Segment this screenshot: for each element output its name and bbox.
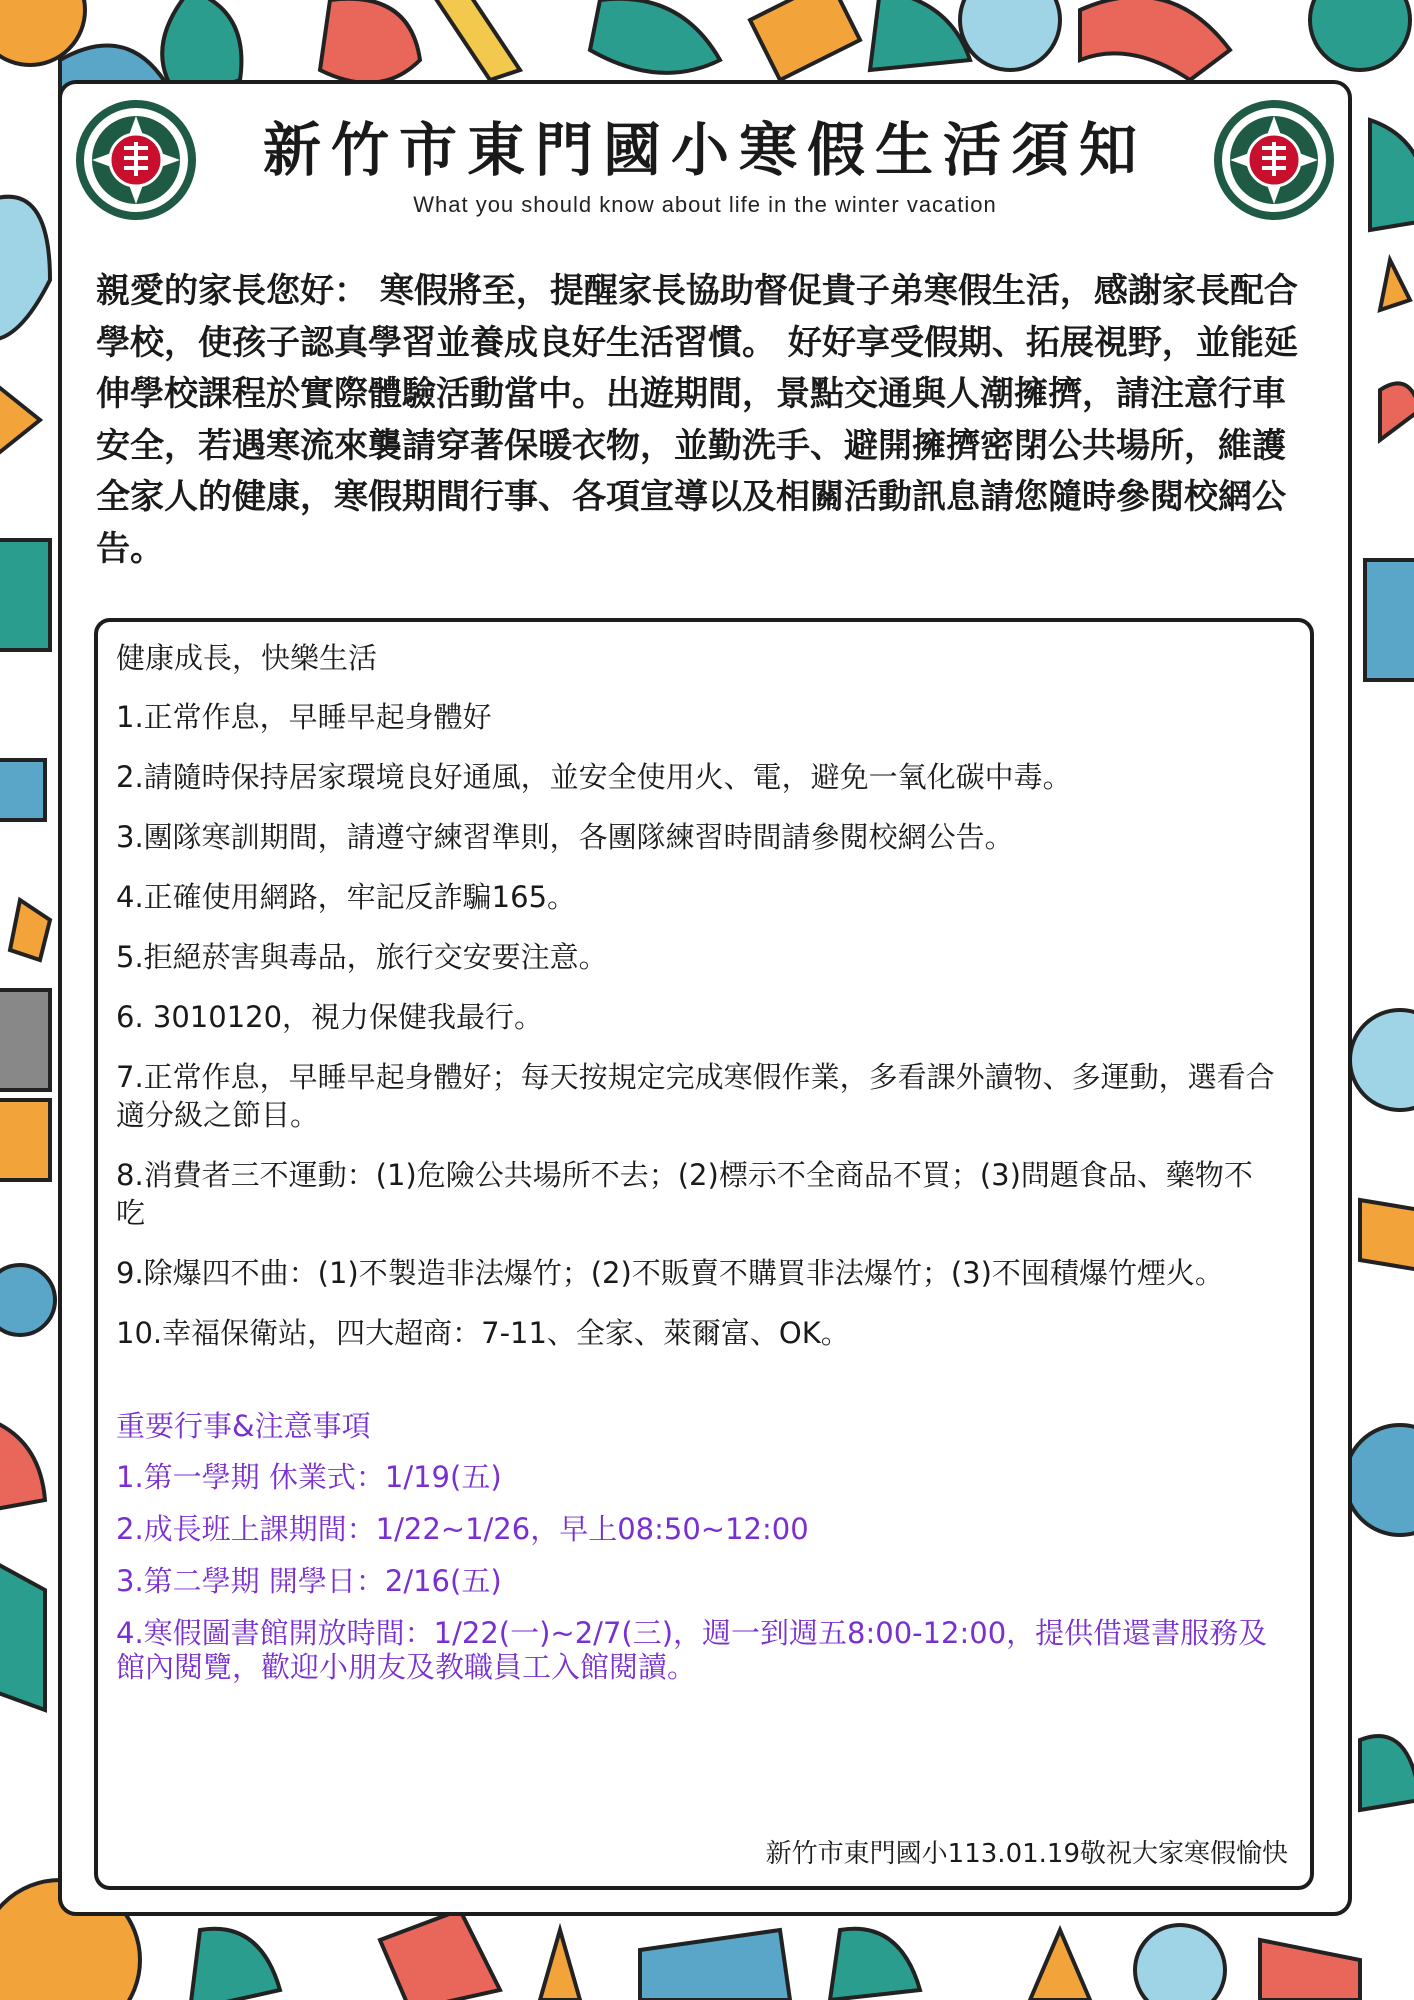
tips-list bbox=[116, 698, 1280, 1352]
list-item: 9.除爆四不曲：(1)不製造非法爆竹；(2)不販賣不購買非法爆竹；(3)不囤積爆竹煙火。 bbox=[116, 1256, 1224, 1290]
list-item: 6. 3010120，視力保健我最行。 bbox=[116, 1000, 544, 1034]
info-box-content bbox=[116, 640, 1280, 1702]
list-item: 1.第一學期 休業式：1/19(五) bbox=[116, 1460, 502, 1494]
intro-paragraph: 親愛的家長您好： 寒假將至，提醒家長協助督促貴子弟寒假生活，感謝家長配合學校，使孩子認真學習並養成良好生活習慣。 好好享受假期、拓展視野，並能延伸學校課程於實際體驗活動當中。出遊期間，景點交通與人潮擁擠，請注意行車安全，若遇寒流來襲請穿著保暖衣物，並勤洗手、避開擁擠密閉公共場所，維護全家人的健康，寒假期間行事、各項宣導以及相關活動訊息請您隨時參閱校網公告。 bbox=[96, 271, 1298, 569]
list-item: 4.正確使用網路，牢記反詐騙165。 bbox=[116, 880, 577, 914]
list-item: 10.幸福保衛站，四大超商：7-11、全家、萊爾富、OK。 bbox=[116, 1316, 850, 1350]
list-item: 4.寒假圖書館開放時間：1/22(一)~2/7(三)，週一到週五8:00-12:00，提供借還書服務及館內閱覽，歡迎小朋友及教職員工入館閱讀。 bbox=[116, 1616, 1268, 1684]
list-item: 5.拒絕菸害與毒品，旅行交安要注意。 bbox=[116, 940, 608, 974]
tips-title: 健康成長，快樂生活 bbox=[116, 641, 378, 675]
info-box bbox=[94, 618, 1314, 1890]
list-item: 2.成長班上課期間：1/22~1/26，早上08:50~12:00 bbox=[116, 1512, 809, 1546]
events-title: 重要行事&注意事項 bbox=[116, 1409, 371, 1443]
events-section bbox=[116, 1408, 1280, 1684]
list-item: 8.消費者三不運動：(1)危險公共場所不去；(2)標示不全商品不買；(3)問題食品、藥物不吃 bbox=[116, 1158, 1253, 1230]
header bbox=[62, 84, 1348, 234]
events-list bbox=[116, 1460, 1280, 1684]
list-item: 3.團隊寒訓期間，請遵守練習準則，各團隊練習時間請參閱校網公告。 bbox=[116, 820, 1014, 854]
list-item: 2.請隨時保持居家環境良好通風，並安全使用火、電，避免一氧化碳中毒。 bbox=[116, 760, 1072, 794]
page-title: 新竹市東門國小寒假生活須知 bbox=[262, 116, 1147, 184]
page-subtitle: What you should know about life in the winter vacation bbox=[413, 192, 997, 217]
school-emblem-icon bbox=[1212, 98, 1336, 222]
list-item: 1.正常作息，早睡早起身體好 bbox=[116, 700, 492, 734]
list-item: 3.第二學期 開學日：2/16(五) bbox=[116, 1564, 502, 1598]
school-emblem-icon bbox=[74, 98, 198, 222]
list-item: 7.正常作息，早睡早起身體好；每天按規定完成寒假作業，多看課外讀物、多運動，選看合適分級之節目。 bbox=[116, 1060, 1275, 1132]
footer-signature: 新竹市東門國小113.01.19敬祝大家寒假愉快 bbox=[765, 1839, 1288, 1869]
notice-card bbox=[58, 80, 1352, 1916]
